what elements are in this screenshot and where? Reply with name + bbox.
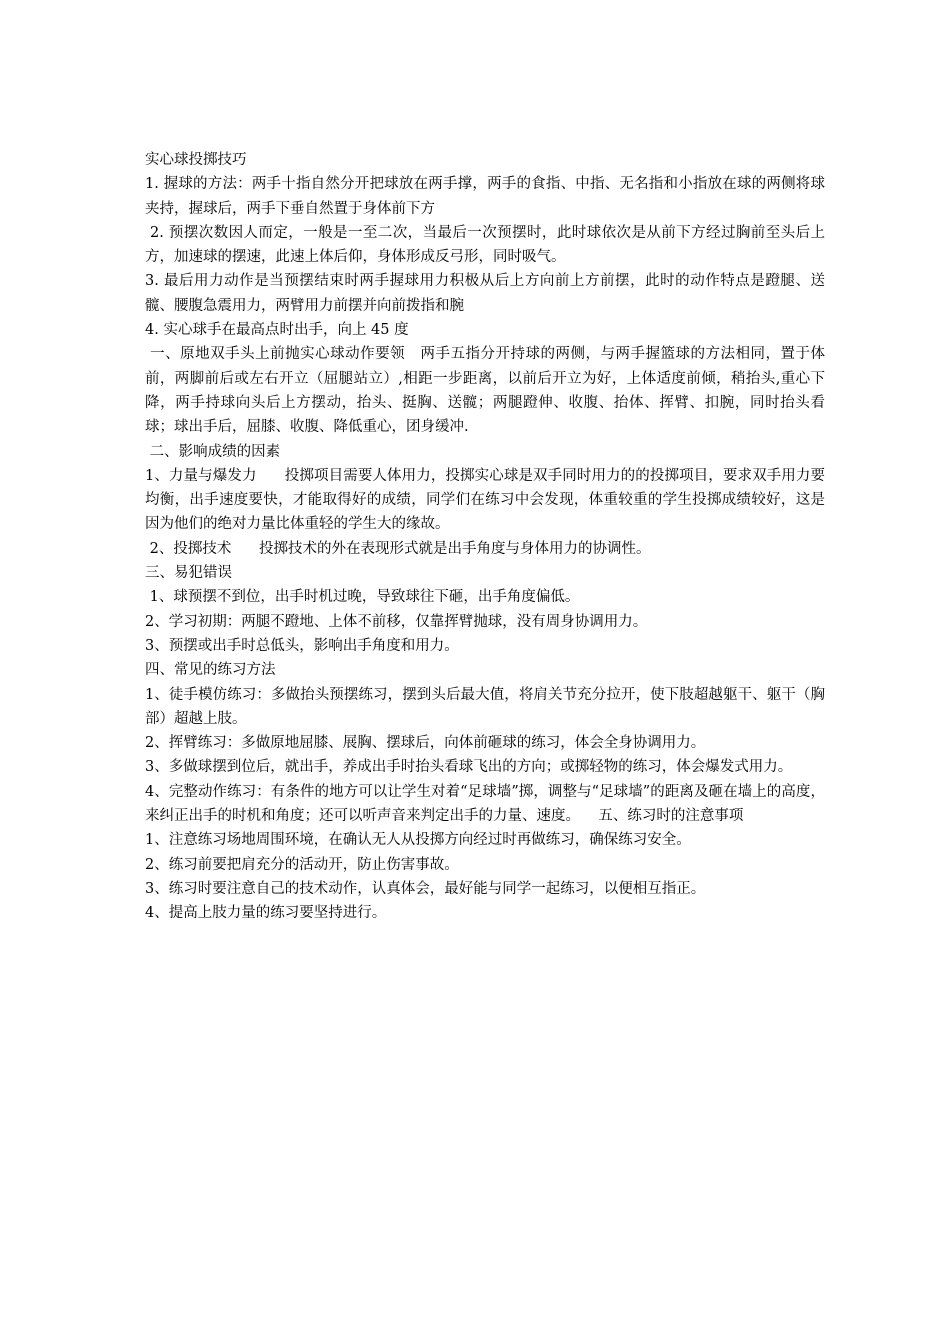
paragraph: 4、提高上肢力量的练习要坚持进行。 bbox=[145, 905, 387, 922]
paragraph: 4、完整动作练习：有条件的地方可以让学生对着“足球墙”掷，调整与“足球墙”的距离及砸在墙上的高度，来纠正出手的时机和角度；还可以听声音来判定出手的力量、速度。 五、练习时的注意事项 bbox=[145, 783, 825, 825]
paragraph: 3、多做球摆到位后，就出手，养成出手时抬头看球飞出的方向；或掷轻物的练习，体会爆发式用力。 bbox=[145, 759, 793, 776]
document-title: 实心球投掷技巧 bbox=[145, 152, 247, 168]
paragraph: 2、投掷技术 投掷技术的外在表现形式就是出手角度与身体用力的协调性。 bbox=[145, 540, 651, 557]
paragraph: 2、学习初期：两腿不蹬地、上体不前移，仅靠挥臂抛球，没有周身协调用力。 bbox=[145, 613, 648, 630]
section-heading: 四、常见的练习方法 bbox=[145, 662, 276, 679]
paragraph: 一、原地双手头上前抛实心球动作要领 两手五指分开持球的两侧，与两手握篮球的方法相同，置于体前，两脚前后或左右开立（屈腿站立）,相距一步距离，以前后开立为好，上体适度前倾，稍抬头,重心下降，两手持球向头后上方摆动，抬头、挺胸、送髋；两腿蹬伸、收腹、抬体、挥臂、扣腕，同时抬头看球；球出手后，屈膝、收腹、降低重心，团身缓冲. bbox=[145, 346, 826, 436]
paragraph: 1、力量与爆发力 投掷项目需要人体用力，投掷实心球是双手同时用力的的投掷项目，要求双手用力要均衡，出手速度要快，才能取得好的成绩，同学们在练习中会发现，体重较重的学生投掷成绩较好，这是因为他们的绝对力量比体重轻的学生大的缘故。 bbox=[145, 467, 825, 533]
paragraph: 2、练习前要把肩充分的活动开，防止伤害事故。 bbox=[145, 856, 459, 873]
paragraph: 2. 预摆次数因人而定，一般是一至二次，当最后一次预摆时，此时球依次是从前下方经过胸前至头后上方，加速球的摆速，此速上体后仰，身体形成反弓形，同时吸气。 bbox=[145, 224, 825, 266]
section-heading: 二、影响成绩的因素 bbox=[145, 443, 281, 460]
paragraph: 2、挥臂练习：多做原地屈膝、展胸、摆球后，向体前砸球的练习，体会全身协调用力。 bbox=[145, 735, 706, 752]
paragraph: 3. 最后用力动作是当预摆结束时两手握球用力积极从后上方向前上方前摆，此时的动作特点是蹬腿、送髋、腰腹急震用力，两臂用力前摆并向前拨指和腕 bbox=[145, 273, 825, 314]
paragraph: 4. 实心球手在最高点时出手，向上 45 度 bbox=[145, 322, 409, 339]
paragraph: 1. 握球的方法：两手十指自然分开把球放在两手撑，两手的食指、中指、无名指和小指放在球的两侧将球夹持，握球后，两手下垂自然置于身体前下方 bbox=[145, 176, 825, 217]
paragraph: 3、练习时要注意自己的技术动作，认真体会，最好能与同学一起练习，以便相互指正。 bbox=[145, 880, 706, 897]
paragraph: 3、预摆或出手时总低头，影响出手角度和用力。 bbox=[145, 637, 459, 654]
paragraph: 1、徒手模仿练习：多做抬头预摆练习，摆到头后最大值，将肩关节充分拉开，使下肢超越躯干、躯干（胸部）超越上肢。 bbox=[145, 686, 825, 727]
paragraph: 1、注意练习场地周围环境，在确认无人从投掷方向经过时再做练习，确保练习安全。 bbox=[145, 832, 691, 849]
document-body bbox=[145, 148, 825, 926]
section-heading: 三、易犯错误 bbox=[145, 565, 232, 582]
paragraph: 1、球预摆不到位，出手时机过晚，导致球往下砸，出手角度偏低。 bbox=[145, 589, 580, 606]
